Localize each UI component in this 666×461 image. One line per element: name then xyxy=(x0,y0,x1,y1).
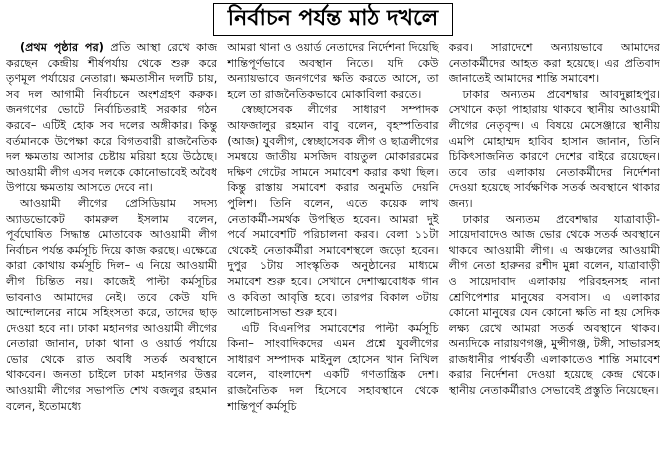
continuation-label: (প্রথম পৃষ্ঠার পর) xyxy=(20,41,104,54)
article-paragraph xyxy=(449,40,660,87)
article-column xyxy=(227,40,438,459)
paragraph-text: আমরা থানা ও ওয়ার্ড নেতাদের নির্দেশনা দিয়েছি শান্তিপূর্ণভাবে অবস্থান নিতে। যদি কেউ অন্যায়ভাবে জনগণের ক্ষতি করতে আসে, তা হলে তা রাজনৈতিকভাবে মোকাবিলা করতে। xyxy=(227,41,439,101)
article-paragraph xyxy=(227,321,438,415)
article-paragraph xyxy=(6,196,217,414)
paragraph-text: এটি বিএনপির সমাবেশের পাল্টা কর্মসূচি কিনা– সাংবাদিকদের এমন প্রশ্নে যুবলীগের সাধারণ সম্পাদক মাইনুল হোসেন খান নিখিল বলেন, বাংলাদেশ একটি গণতান্ত্রিক দেশ। রাজনৈতিক দল হিসেবে সহাবস্থানে থেকে শান্তিপূর্ণ কর্মসূচি xyxy=(227,321,439,413)
paragraph-text: আওয়ামী লীগের প্রেসিডিয়াম সদস্য অ্যাডভোকেট কামরুল ইসলাম বলেন, পূর্বঘোষিত সিদ্ধান্ত মোতাবেক আওয়ামী লীগ নির্বাচন পর্যন্ত কর্মসূচি দিয়ে কাজ করছে। এক্ষেত্রে কারা কোথায় কর্মসূচি দিল– এ নিয়ে আওয়ামী লীগ চিন্তিত নয়। কাজেই পাল্টা কর্মসূচির ভাবনাও আমাদের নেই। তবে কেউ যদি আন্দোলনের নামে সহিংসতা করে, তাদের ছাড় দেওয়া হবে না। ঢাকা মহানগর আওয়ামী লীগের নেতারা জানান, ঢাকা থানা ও ওয়ার্ড পর্যায়ে ভোর থেকে রাত অবধি সতর্ক অবস্থানে থাকবেন। জনতা চাইলে ঢাকা মহানগর উত্তর আওয়ামী লীগের সভাপতি শেখ বজলুর রহমান বলেন, ইতোমধ্যে xyxy=(6,196,218,413)
article-column xyxy=(6,40,217,459)
article-paragraph xyxy=(449,212,660,399)
article-paragraph xyxy=(227,102,438,320)
article-column xyxy=(449,40,660,459)
headline: নির্বাচন পর্যন্ত মাঠ দখলে xyxy=(213,3,453,36)
paragraph-text: প্রতি আস্থা রেখে কাজ করছেন কেন্দ্রীয় শীর্ষপর্যায় থেকে শুরু করে তৃণমূল পর্যায়ের নেতারা। ক্ষমতাসীন দলটি চায়, সব দল আগামী নির্বাচনে অংশগ্রহণ করুক। জনগণের ভোটে নির্বাচিতরাই সরকার গঠন করবে– এটিই হোক সব দলের অঙ্গীকার। কিন্তু বর্তমানকে উপেক্ষা করে বিগতবারী রাজনৈতিক দল ক্ষমতায় আসার চেষ্টায় মরিয়া হয়ে উঠেছে। আওয়ামী লীগ এসব দলকে কোনোভাবেই অবৈধ উপায়ে ক্ষমতায় আসতে দেবে না। xyxy=(6,41,218,195)
article-columns xyxy=(6,40,660,459)
paragraph-text: ঢাকার অন্যতম প্রবেশদ্বার আবদুল্লাহপুর। সেখানে কড়া পাহারায় থাকবে স্থানীয় আওয়ামী লীগের নেতৃবৃন্দ। এ বিষয়ে মেসেঞ্জারে স্থানীয় এমপি মোহাম্মদ হাবিব হাসান জানান, তিনি চিকিৎসাজনিত কারণে দেশের বাইরে রয়েছেন। তবে তার এলাকায় নেতাকর্মীদের নির্দেশনা দেওয়া হয়েছে সার্বক্ষণিক সতর্ক অবস্থানে থাকার জন্য। xyxy=(448,87,660,210)
article-paragraph xyxy=(227,40,438,102)
paragraph-text: করব। সারাদেশে অন্যায়ভাবে আমাদের নেতাকর্মীদের আহত করা হয়েছে। এর প্রতিবাদ জানাতেই আমাদের শান্তি সমাবেশ। xyxy=(448,41,660,86)
paragraph-text: ঢাকার অন্যতম প্রবেশদ্বার যাত্রাবাড়ী-সায়েদাবাদেও আজ ভোর থেকে সতর্ক অবস্থানে থাকবে আওয়ামী লীগ। এ অঞ্চলের আওয়ামী লীগ নেতা হারুনর রশীদ মুন্না বলেন, যাত্রাবাড়ী ও সায়েদাবাদ এলাকায় পরিবহনসহ নানা শ্রেণিপেশার মানুষের বসবাস। এ এলাকার কোনো মানুষের যেন কোনো ক্ষতি না হয় সেদিক লক্ষ্য রেখে আমরা সতর্ক অবস্থানে থাকব। অন্যদিকে নারায়ণগঞ্জ, মুন্সীগঞ্জ, টঙ্গী, সাভারসহ রাজধানীর পার্শ্ববর্তী এলাকাতেও শান্তি সমাবেশ করার নির্দেশনা দেওয়া হয়েছে কেন্দ্র থেকে। স্থানীয় নেতাকর্মীরাও সেভাবেই প্রস্তুতি নিয়েছেন। xyxy=(448,212,660,398)
headline-row xyxy=(0,0,666,40)
article-paragraph xyxy=(6,40,217,196)
paragraph-text: স্বেচ্ছাসেবক লীগের সাধারণ সম্পাদক আফজালুর রহমান বাবু বলেন, বৃহস্পতিবার (আজ) যুবলীগ, স্বেচ্ছাসেবক লীগ ও ছাত্রলীগের সমন্বয়ে জাতীয় মসজিদ বায়তুল মোকাররমের দক্ষিণ গেটের সামনে সমাবেশ করার কথা ছিল। কিন্তু রাস্তায় সমাবেশ করার অনুমতি দেয়নি পুলিশ। তিনি বলেন, এতে কয়েক লাখ নেতাকর্মী-সমর্থক উপস্থিত হবেন। আমরা দুই পর্বে সমাবেশটি পরিচালনা করব। বেলা ১১টা থেকেই নেতাকর্মীরা সমাবেশস্থলে জড়ো হবেন। দুপুর ১টায় সাংস্কৃতিক অনুষ্ঠানের মাধ্যমে সমাবেশ শুরু হবে। সেখানে দেশাত্মবোধক গান ও কবিতা আবৃত্তি হবে। তারপর বিকাল ৩টায় আলোচনাসভা শুরু হবে। xyxy=(227,103,439,320)
article-paragraph xyxy=(449,87,660,212)
